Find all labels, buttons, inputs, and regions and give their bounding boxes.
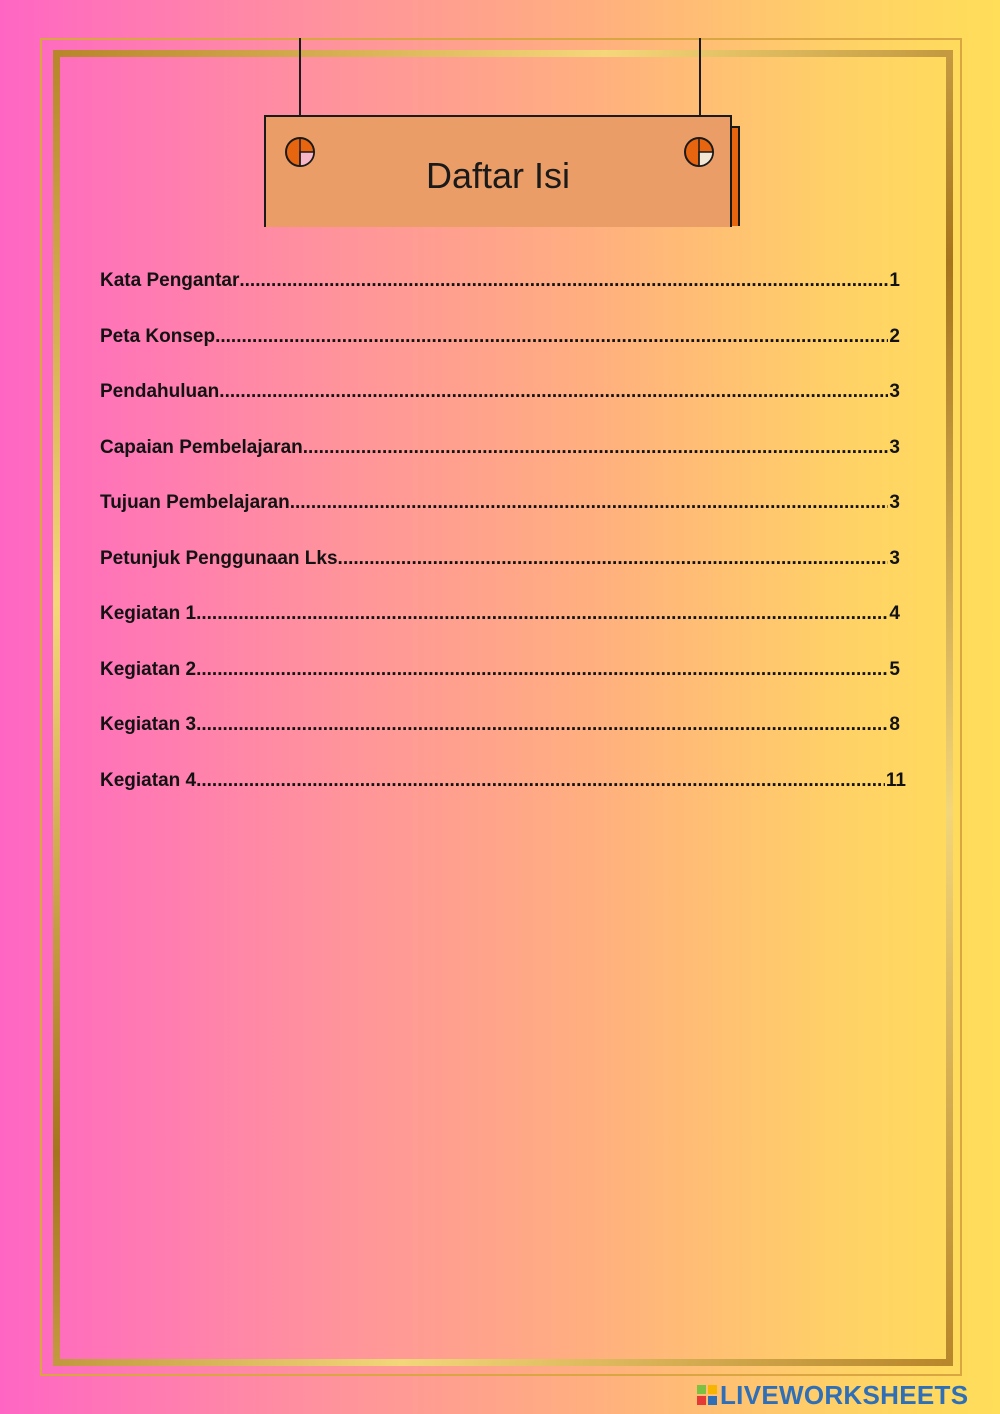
- toc-item[interactable]: [100, 714, 906, 770]
- toc-item-label: Kegiatan 1: [100, 603, 197, 624]
- toc-leader-dots: [219, 381, 888, 403]
- toc-leader-dots: [196, 770, 885, 792]
- toc-item-label: Peta Konsep: [100, 325, 216, 347]
- toc-item-label: Kata Pengantar: [100, 270, 240, 291]
- toc-item-label: Kegiatan 3: [100, 714, 197, 735]
- toc-leader-dots: [239, 270, 888, 292]
- toc-item-page: 3: [889, 492, 900, 513]
- toc-leader-dots: [215, 326, 888, 348]
- toc-item[interactable]: [100, 548, 906, 604]
- toc-item[interactable]: [100, 437, 906, 493]
- toc-item[interactable]: [100, 770, 906, 826]
- toc-leader-dots: [303, 437, 889, 459]
- toc-item-page: 5: [889, 658, 900, 680]
- pin-icon-left: [284, 136, 316, 168]
- toc-item[interactable]: [100, 659, 906, 715]
- toc-item-page: 3: [889, 547, 900, 569]
- toc-item-page: 2: [889, 325, 900, 347]
- toc-leader-dots: [338, 548, 889, 570]
- toc-leader-dots: [196, 603, 888, 625]
- toc-item-page: 11: [885, 769, 906, 791]
- table-of-contents: [100, 270, 906, 825]
- liveworksheets-logo[interactable]: [697, 1380, 968, 1410]
- brand-name: LIVEWORKSHEETS: [720, 1379, 969, 1410]
- toc-leader-dots: [196, 659, 888, 681]
- liveworksheets-icon: [697, 1385, 717, 1405]
- toc-item[interactable]: [100, 381, 906, 437]
- toc-item-page: 1: [889, 270, 900, 291]
- toc-item-page: 8: [889, 714, 900, 735]
- toc-item-label: Capaian Pembelajaran: [100, 436, 303, 458]
- toc-leader-dots: [196, 714, 888, 736]
- page-title: Daftar Isi: [425, 155, 571, 196]
- toc-item[interactable]: [100, 603, 906, 659]
- toc-item-page: 4: [889, 603, 900, 624]
- toc-item-page: 3: [889, 381, 900, 402]
- toc-item-label: Petunjuk Penggunaan Lks: [100, 547, 338, 569]
- toc-leader-dots: [290, 492, 889, 514]
- toc-item-label: Tujuan Pembelajaran: [100, 492, 290, 513]
- toc-item-label: Pendahuluan: [100, 381, 220, 402]
- toc-item[interactable]: [100, 492, 906, 548]
- pin-icon-right: [683, 136, 715, 168]
- title-sign: [264, 115, 732, 227]
- toc-item-label: Kegiatan 2: [100, 658, 197, 680]
- toc-item[interactable]: [100, 270, 906, 326]
- toc-item[interactable]: [100, 326, 906, 382]
- toc-item-page: 3: [889, 436, 900, 458]
- toc-item-label: Kegiatan 4: [100, 769, 197, 791]
